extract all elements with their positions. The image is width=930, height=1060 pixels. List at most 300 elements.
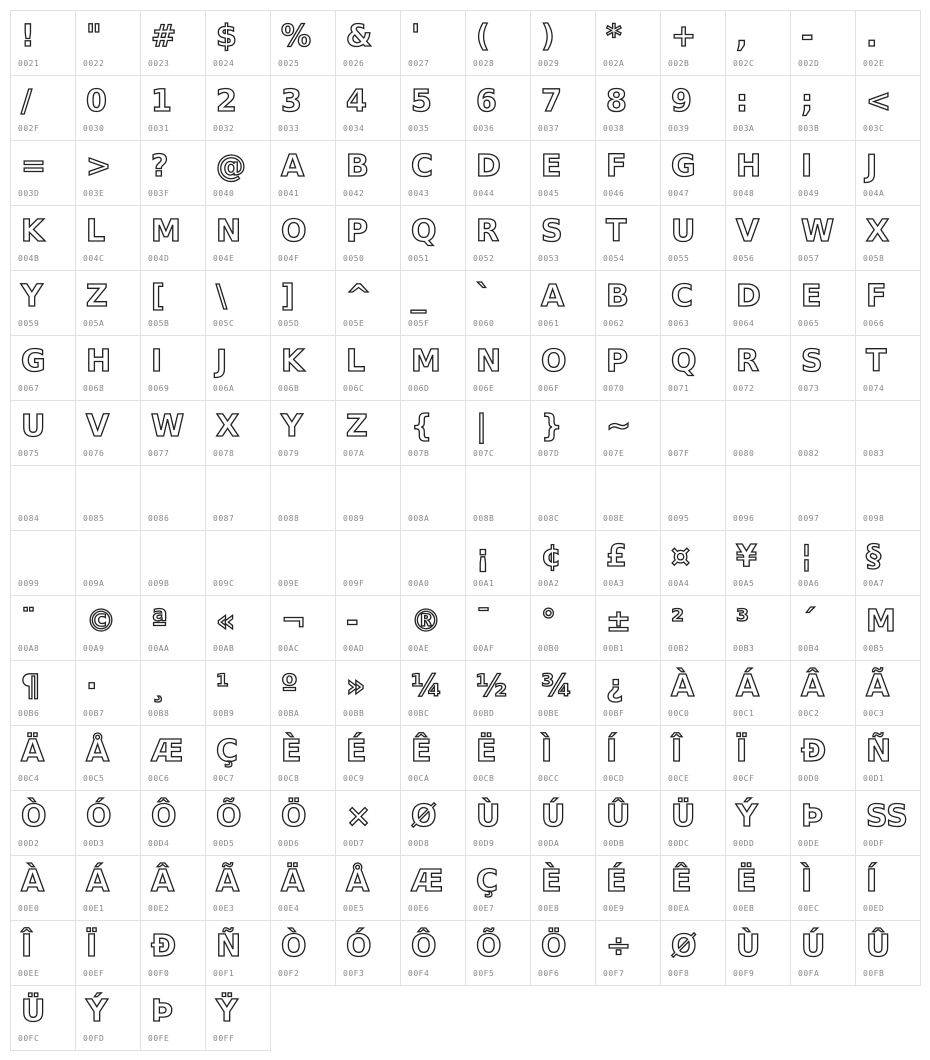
glyph-cell[interactable] [660, 725, 726, 791]
glyph-cell[interactable] [205, 140, 271, 206]
glyph-cell[interactable] [790, 465, 856, 531]
glyph-cell[interactable] [465, 270, 531, 336]
glyph-cell[interactable] [335, 75, 401, 141]
glyph-preview: ¡ [476, 539, 490, 574]
glyph-cell[interactable] [855, 595, 921, 661]
glyph-code-label: 0040 [213, 189, 235, 198]
glyph-cell[interactable] [10, 985, 76, 1051]
glyph-cell[interactable] [595, 335, 661, 401]
glyph-cell[interactable] [790, 400, 856, 466]
glyph-cell[interactable] [140, 725, 206, 791]
glyph-cell[interactable] [725, 920, 791, 986]
glyph-cell[interactable] [855, 920, 921, 986]
glyph-code-label: 00E1 [83, 904, 105, 913]
glyph-cell[interactable] [335, 335, 401, 401]
glyph-preview: ¼ [411, 669, 443, 704]
glyph-code-label: 0054 [603, 254, 625, 263]
glyph-preview: Ã [866, 669, 890, 704]
glyph-code-label: 007F [668, 449, 690, 458]
glyph-cell[interactable] [660, 75, 726, 141]
glyph-cell[interactable] [335, 140, 401, 206]
glyph-cell[interactable] [595, 10, 661, 76]
glyph-cell[interactable] [335, 10, 401, 76]
glyph-cell[interactable] [335, 595, 401, 661]
glyph-cell[interactable] [465, 400, 531, 466]
glyph-cell[interactable] [75, 725, 141, 791]
glyph-cell[interactable] [400, 75, 466, 141]
glyph-cell[interactable] [660, 790, 726, 856]
glyph-cell[interactable] [660, 465, 726, 531]
glyph-preview: Æ [151, 734, 184, 769]
glyph-cell[interactable] [855, 400, 921, 466]
glyph-cell[interactable] [75, 10, 141, 76]
glyph-cell[interactable] [75, 985, 141, 1051]
glyph-cell[interactable] [10, 75, 76, 141]
glyph-cell[interactable] [270, 855, 336, 921]
glyph-preview: 0 [86, 84, 107, 119]
glyph-cell[interactable] [725, 400, 791, 466]
glyph-cell[interactable] [335, 530, 401, 596]
glyph-preview: Û [606, 799, 631, 834]
glyph-cell[interactable] [205, 595, 271, 661]
glyph-cell[interactable] [465, 595, 531, 661]
glyph-cell[interactable] [205, 205, 271, 271]
glyph-preview: = [21, 149, 47, 184]
glyph-cell[interactable] [790, 595, 856, 661]
glyph-cell[interactable] [75, 790, 141, 856]
glyph-cell[interactable] [465, 855, 531, 921]
glyph-cell[interactable] [465, 75, 531, 141]
glyph-code-label: 006A [213, 384, 235, 393]
glyph-cell[interactable] [855, 10, 921, 76]
glyph-preview: " [86, 19, 102, 54]
glyph-preview: D [736, 279, 761, 314]
glyph-cell[interactable] [205, 920, 271, 986]
glyph-cell[interactable] [335, 660, 401, 726]
glyph-preview: ( [476, 19, 490, 54]
glyph-cell[interactable] [140, 335, 206, 401]
glyph-preview: º [281, 669, 298, 704]
glyph-preview: Ù [736, 929, 761, 964]
glyph-cell[interactable] [270, 530, 336, 596]
glyph-cell[interactable] [660, 270, 726, 336]
glyph-code-label: 00EE [18, 969, 40, 978]
glyph-cell[interactable] [465, 530, 531, 596]
glyph-cell[interactable] [400, 465, 466, 531]
glyph-cell[interactable] [595, 205, 661, 271]
glyph-preview: W [151, 409, 185, 444]
glyph-preview: Y [281, 409, 303, 444]
glyph-preview: 1 [151, 84, 172, 119]
glyph-cell[interactable] [595, 595, 661, 661]
glyph-cell[interactable] [725, 140, 791, 206]
glyph-cell[interactable] [140, 660, 206, 726]
glyph-cell[interactable] [10, 855, 76, 921]
glyph-cell[interactable] [205, 790, 271, 856]
glyph-code-label: 007E [603, 449, 625, 458]
glyph-cell[interactable] [270, 335, 336, 401]
glyph-cell[interactable] [10, 595, 76, 661]
glyph-cell[interactable] [205, 400, 271, 466]
glyph-cell[interactable] [140, 75, 206, 141]
glyph-code-label: 00ED [863, 904, 885, 913]
glyph-cell[interactable] [530, 660, 596, 726]
glyph-code-label: 00F9 [733, 969, 755, 978]
glyph-cell[interactable] [205, 725, 271, 791]
glyph-cell[interactable] [10, 920, 76, 986]
glyph-cell[interactable] [465, 660, 531, 726]
glyph-cell[interactable] [400, 725, 466, 791]
glyph-cell[interactable] [855, 205, 921, 271]
glyph-cell[interactable] [595, 725, 661, 791]
glyph-preview: A [281, 149, 305, 184]
glyph-code-label: 00D7 [343, 839, 365, 848]
glyph-cell[interactable] [140, 400, 206, 466]
glyph-cell[interactable] [10, 530, 76, 596]
glyph-cell[interactable] [400, 140, 466, 206]
glyph-cell[interactable] [855, 660, 921, 726]
glyph-cell[interactable] [530, 465, 596, 531]
glyph-cell[interactable] [140, 595, 206, 661]
glyph-cell[interactable] [10, 790, 76, 856]
glyph-code-label: 0088 [278, 514, 300, 523]
glyph-cell[interactable] [400, 920, 466, 986]
glyph-code-label: 0066 [863, 319, 885, 328]
glyph-code-label: 00F2 [278, 969, 300, 978]
glyph-preview: Á [86, 864, 110, 899]
glyph-cell[interactable] [595, 465, 661, 531]
glyph-cell[interactable] [790, 75, 856, 141]
glyph-code-label: 00B6 [18, 709, 40, 718]
glyph-cell[interactable] [10, 400, 76, 466]
glyph-cell[interactable] [400, 855, 466, 921]
glyph-cell[interactable] [10, 10, 76, 76]
glyph-preview: M [151, 214, 181, 249]
glyph-cell[interactable] [140, 985, 206, 1051]
glyph-cell[interactable] [335, 205, 401, 271]
glyph-code-label: 004C [83, 254, 105, 263]
glyph-cell[interactable] [10, 140, 76, 206]
glyph-cell[interactable] [335, 790, 401, 856]
glyph-cell[interactable] [660, 335, 726, 401]
glyph-code-label: 00AE [408, 644, 430, 653]
glyph-cell[interactable] [595, 400, 661, 466]
glyph-cell[interactable] [335, 270, 401, 336]
glyph-cell[interactable] [530, 725, 596, 791]
glyph-cell[interactable] [595, 790, 661, 856]
glyph-cell[interactable] [140, 920, 206, 986]
glyph-cell[interactable] [790, 140, 856, 206]
glyph-preview: : [736, 84, 748, 119]
glyph-cell[interactable] [205, 530, 271, 596]
glyph-cell[interactable] [855, 270, 921, 336]
glyph-preview: Ô [411, 929, 437, 964]
glyph-cell[interactable] [530, 335, 596, 401]
glyph-cell[interactable] [725, 790, 791, 856]
glyph-cell[interactable] [660, 205, 726, 271]
glyph-code-label: 00F8 [668, 969, 690, 978]
glyph-cell[interactable] [140, 10, 206, 76]
glyph-cell[interactable] [660, 855, 726, 921]
glyph-cell[interactable] [400, 10, 466, 76]
glyph-cell[interactable] [75, 595, 141, 661]
glyph-cell[interactable] [270, 400, 336, 466]
glyph-cell[interactable] [530, 140, 596, 206]
glyph-cell[interactable] [140, 855, 206, 921]
glyph-cell[interactable] [790, 335, 856, 401]
glyph-cell[interactable] [205, 660, 271, 726]
glyph-cell[interactable] [75, 660, 141, 726]
glyph-cell[interactable] [725, 270, 791, 336]
glyph-code-label: 009F [343, 579, 365, 588]
glyph-preview: Á [736, 669, 760, 704]
glyph-cell[interactable] [660, 140, 726, 206]
glyph-cell[interactable] [10, 725, 76, 791]
glyph-cell[interactable] [595, 270, 661, 336]
glyph-cell[interactable] [205, 270, 271, 336]
glyph-cell[interactable] [530, 400, 596, 466]
glyph-code-label: 0063 [668, 319, 690, 328]
glyph-cell[interactable] [270, 465, 336, 531]
glyph-cell[interactable] [595, 75, 661, 141]
glyph-cell[interactable] [855, 335, 921, 401]
glyph-cell[interactable] [10, 660, 76, 726]
glyph-cell[interactable] [465, 725, 531, 791]
glyph-cell[interactable] [530, 270, 596, 336]
glyph-preview: G [671, 149, 696, 184]
glyph-code-label: 006E [473, 384, 495, 393]
glyph-preview: @ [216, 149, 246, 184]
glyph-cell[interactable] [660, 530, 726, 596]
glyph-cell[interactable] [75, 465, 141, 531]
glyph-cell[interactable] [75, 205, 141, 271]
glyph-cell[interactable] [725, 465, 791, 531]
glyph-cell[interactable] [855, 75, 921, 141]
glyph-cell[interactable] [75, 400, 141, 466]
glyph-preview: Ì [801, 864, 813, 899]
glyph-cell[interactable] [75, 530, 141, 596]
glyph-cell[interactable] [855, 530, 921, 596]
glyph-code-label: 0067 [18, 384, 40, 393]
glyph-preview: J [216, 344, 228, 379]
glyph-cell[interactable] [205, 855, 271, 921]
glyph-code-label: 00D4 [148, 839, 170, 848]
glyph-preview: Ò [21, 799, 47, 834]
glyph-preview: M [411, 344, 441, 379]
glyph-cell[interactable] [465, 205, 531, 271]
glyph-code-label: 0046 [603, 189, 625, 198]
glyph-cell[interactable] [270, 725, 336, 791]
glyph-cell[interactable] [205, 985, 271, 1051]
glyph-cell[interactable] [725, 660, 791, 726]
glyph-cell[interactable] [465, 335, 531, 401]
glyph-preview: B [346, 149, 369, 184]
glyph-cell[interactable] [205, 75, 271, 141]
glyph-cell[interactable] [270, 660, 336, 726]
glyph-cell[interactable] [205, 465, 271, 531]
glyph-cell[interactable] [75, 270, 141, 336]
glyph-cell[interactable] [725, 10, 791, 76]
glyph-preview: P [606, 344, 628, 379]
glyph-cell[interactable] [790, 920, 856, 986]
glyph-cell[interactable] [270, 595, 336, 661]
glyph-cell[interactable] [335, 725, 401, 791]
glyph-cell[interactable] [270, 10, 336, 76]
glyph-cell[interactable] [465, 920, 531, 986]
glyph-cell[interactable] [530, 920, 596, 986]
glyph-cell[interactable] [465, 465, 531, 531]
glyph-cell[interactable] [725, 855, 791, 921]
glyph-cell[interactable] [140, 205, 206, 271]
glyph-preview: C [671, 279, 694, 314]
glyph-cell[interactable] [855, 725, 921, 791]
glyph-cell[interactable] [270, 790, 336, 856]
glyph-cell[interactable] [465, 140, 531, 206]
glyph-cell[interactable] [10, 205, 76, 271]
glyph-cell[interactable] [790, 660, 856, 726]
glyph-cell[interactable] [725, 725, 791, 791]
glyph-preview: 6 [476, 84, 497, 119]
glyph-cell[interactable] [75, 75, 141, 141]
glyph-cell[interactable] [75, 140, 141, 206]
glyph-cell[interactable] [335, 920, 401, 986]
glyph-cell[interactable] [595, 140, 661, 206]
glyph-cell[interactable] [595, 855, 661, 921]
glyph-code-label: 00DD [733, 839, 755, 848]
glyph-cell[interactable] [140, 465, 206, 531]
glyph-cell[interactable] [725, 75, 791, 141]
glyph-cell[interactable] [530, 595, 596, 661]
glyph-cell[interactable] [855, 465, 921, 531]
glyph-grid [10, 10, 920, 1050]
glyph-cell[interactable] [400, 270, 466, 336]
glyph-code-label: 0052 [473, 254, 495, 263]
glyph-preview: · [86, 669, 98, 704]
glyph-cell[interactable] [75, 855, 141, 921]
glyph-cell[interactable] [725, 205, 791, 271]
glyph-cell[interactable] [400, 400, 466, 466]
glyph-cell[interactable] [790, 270, 856, 336]
glyph-preview: D [476, 149, 501, 184]
glyph-cell[interactable] [855, 790, 921, 856]
glyph-cell[interactable] [400, 205, 466, 271]
glyph-cell[interactable] [335, 855, 401, 921]
glyph-code-label: 002E [863, 59, 885, 68]
glyph-preview: Μ [866, 604, 896, 639]
glyph-cell[interactable] [270, 920, 336, 986]
glyph-cell[interactable] [530, 530, 596, 596]
glyph-cell[interactable] [270, 140, 336, 206]
glyph-preview: Ê [411, 734, 432, 769]
glyph-code-label: 007A [343, 449, 365, 458]
glyph-preview: $ [216, 19, 237, 54]
glyph-cell[interactable] [10, 465, 76, 531]
glyph-cell[interactable] [335, 400, 401, 466]
glyph-cell[interactable] [790, 205, 856, 271]
glyph-preview: Z [86, 279, 108, 314]
glyph-cell[interactable] [140, 270, 206, 336]
glyph-cell[interactable] [530, 855, 596, 921]
glyph-cell[interactable] [270, 75, 336, 141]
glyph-cell[interactable] [855, 140, 921, 206]
glyph-code-label: 00B7 [83, 709, 105, 718]
glyph-cell[interactable] [725, 530, 791, 596]
glyph-preview: ^ [346, 279, 372, 314]
glyph-cell[interactable] [790, 790, 856, 856]
glyph-cell[interactable] [205, 335, 271, 401]
glyph-cell[interactable] [400, 790, 466, 856]
glyph-code-label: 00DE [798, 839, 820, 848]
glyph-cell[interactable] [660, 400, 726, 466]
glyph-code-label: 00F1 [213, 969, 235, 978]
glyph-preview: Ì [541, 734, 553, 769]
glyph-cell[interactable] [205, 10, 271, 76]
glyph-cell[interactable] [140, 790, 206, 856]
glyph-code-label: 0032 [213, 124, 235, 133]
glyph-cell[interactable] [400, 530, 466, 596]
glyph-cell[interactable] [855, 855, 921, 921]
glyph-cell[interactable] [400, 595, 466, 661]
glyph-cell[interactable] [270, 205, 336, 271]
glyph-cell[interactable] [335, 465, 401, 531]
glyph-code-label: 00DA [538, 839, 560, 848]
glyph-cell[interactable] [790, 855, 856, 921]
glyph-cell[interactable] [465, 790, 531, 856]
glyph-preview: . [866, 19, 878, 54]
glyph-cell[interactable] [140, 140, 206, 206]
glyph-cell[interactable] [595, 660, 661, 726]
glyph-preview: Ó [346, 929, 372, 964]
glyph-cell[interactable] [790, 10, 856, 76]
glyph-cell[interactable] [10, 270, 76, 336]
glyph-preview: ¬ [281, 604, 307, 639]
glyph-cell[interactable] [530, 790, 596, 856]
glyph-cell[interactable] [530, 75, 596, 141]
glyph-code-label: 00A6 [798, 579, 820, 588]
glyph-cell[interactable] [400, 335, 466, 401]
glyph-code-label: 0022 [83, 59, 105, 68]
glyph-cell[interactable] [10, 335, 76, 401]
glyph-cell[interactable] [660, 660, 726, 726]
glyph-preview: 8 [606, 84, 627, 119]
glyph-cell[interactable] [530, 205, 596, 271]
glyph-cell[interactable] [595, 920, 661, 986]
glyph-cell[interactable] [725, 335, 791, 401]
glyph-code-label: 00BE [538, 709, 560, 718]
glyph-code-label: 0097 [798, 514, 820, 523]
glyph-cell[interactable] [400, 660, 466, 726]
glyph-cell[interactable] [595, 530, 661, 596]
glyph-cell[interactable] [270, 270, 336, 336]
glyph-cell[interactable] [790, 725, 856, 791]
glyph-cell[interactable] [660, 920, 726, 986]
glyph-preview: ¦ [801, 539, 812, 574]
glyph-code-label: 00FD [83, 1034, 105, 1043]
glyph-code-label: 0048 [733, 189, 755, 198]
glyph-cell[interactable] [530, 10, 596, 76]
glyph-cell[interactable] [725, 595, 791, 661]
glyph-preview: R [736, 344, 760, 379]
glyph-cell[interactable] [465, 10, 531, 76]
glyph-preview: Ø [411, 799, 437, 834]
glyph-cell[interactable] [790, 530, 856, 596]
glyph-code-label: 0027 [408, 59, 430, 68]
glyph-cell[interactable] [75, 335, 141, 401]
glyph-cell[interactable] [140, 530, 206, 596]
glyph-cell[interactable] [660, 10, 726, 76]
glyph-cell[interactable] [75, 920, 141, 986]
glyph-cell[interactable] [660, 595, 726, 661]
